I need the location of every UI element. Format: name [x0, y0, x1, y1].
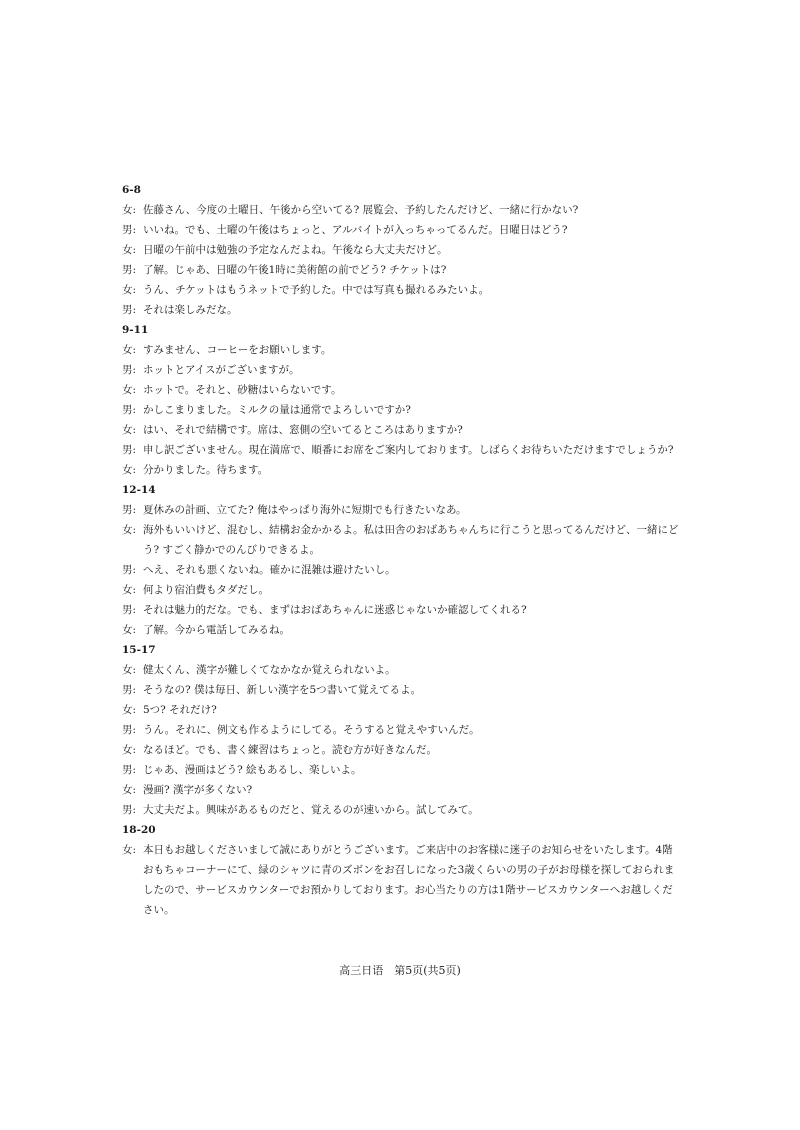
dialogue-text: うん。それに、例文も作るようにしてる。そうすると覚えやすいんだ。 [143, 724, 480, 736]
dialogue-line [122, 300, 682, 320]
dialogue-text: 海外もいいけど、混むし、結構お金かかるよ。私は田舎のおばあちゃんちに行こうと思ってるんだけど、一緒にどう? すごく静かでのんびりできるよ。 [143, 524, 679, 556]
dialogue-line [122, 660, 682, 680]
dialogue-text: 本日もお越しくださいまして誠にありがとうございます。ご来店中のお客様に迷子のお知らせをいたします。4階おもちゃコーナーにて、緑のシャツに青のズボンをお召しになった3歳くらいの男の子がお母様を探しておられましたので、サービスカウンターでお預かりしております。お心当たりの方は1階サービスカウンターへお越しください。 [143, 844, 675, 916]
dialogue-text: 5つ? それだけ? [143, 704, 217, 716]
speaker-label: 男: [122, 224, 137, 236]
dialogue-text: そうなの? 僕は毎日、新しい漢字を5つ書いて覚えてるよ。 [143, 684, 422, 696]
dialogue-line [122, 680, 682, 700]
speaker-label: 女: [122, 524, 137, 536]
dialogue-text: かしこまりました。ミルクの量は通常でよろしいですか? [143, 404, 411, 416]
dialogue-line [122, 840, 682, 920]
dialogue-line [122, 380, 682, 400]
section-label: 6-8 [122, 184, 141, 196]
dialogue-line [122, 240, 682, 260]
speaker-label: 男: [122, 764, 137, 776]
speaker-label: 女: [122, 424, 137, 436]
speaker-label: 女: [122, 704, 137, 716]
dialogue-text: すみません、コーヒーをお願いします。 [143, 344, 332, 356]
dialogue-text: 了解。じゃあ、日曜の午後1時に美術館の前でどう? チケットは? [143, 264, 447, 276]
dialogue-line [122, 780, 682, 800]
dialogue-text: 大丈夫だよ。興味があるものだと、覚えるのが速いから。試してみて。 [143, 804, 479, 816]
speaker-label: 男: [122, 684, 137, 696]
speaker-label: 男: [122, 304, 137, 316]
dialogue-line [122, 280, 682, 300]
speaker-label: 男: [122, 724, 137, 736]
dialogue-text: それは魅力的だな。でも、まずはおばあちゃんに迷惑じゃないか確認してくれる? [143, 604, 527, 616]
dialogue-line [122, 740, 682, 760]
dialogue-line [122, 760, 682, 780]
dialogue-line [122, 500, 682, 520]
dialogue-text: なるほど。でも、書く練習はちょっと。読む方が好きなんだ。 [143, 744, 437, 756]
dialogue-text: 漫画? 漢字が多くない? [143, 784, 253, 796]
speaker-label: 女: [122, 204, 137, 216]
dialogue-text: 健太くん、漢字が難しくてなかなか覚えられないよ。 [143, 664, 396, 676]
section-label: 18-20 [122, 824, 156, 836]
speaker-label: 男: [122, 364, 137, 376]
speaker-label: 女: [122, 664, 137, 676]
speaker-label: 女: [122, 784, 137, 796]
dialogue-text: 何より宿泊費もタダだし。 [143, 584, 269, 596]
dialogue-line [122, 420, 682, 440]
dialogue-text: ホットで。それと、砂糖はいらないです。 [143, 384, 342, 396]
dialogue-line [122, 700, 682, 720]
dialogue-text: うん、チケットはもうネットで予約した。中では写真も撮れるみたいよ。 [143, 284, 490, 296]
dialogue-text: へえ、それも悪くないね。確かに混雑は避けたいし。 [143, 564, 396, 576]
speaker-label: 男: [122, 404, 137, 416]
speaker-label: 女: [122, 744, 137, 756]
dialogue-line [122, 360, 682, 380]
dialogue-line [122, 260, 682, 280]
section-label: 9-11 [122, 324, 149, 336]
dialogue-line [122, 580, 682, 600]
speaker-label: 女: [122, 384, 137, 396]
dialogue-text: 分かりました。待ちます。 [143, 464, 269, 476]
dialogue-line [122, 400, 682, 420]
dialogue-text: はい、それで結構です。席は、窓側の空いてるところはありますか? [143, 424, 463, 436]
dialogue-text: ホットとアイスがございますが。 [143, 364, 300, 376]
speaker-label: 男: [122, 264, 137, 276]
dialogue-text: 申し訳ございません。現在満席で、順番にお席をご案内しております。しばらくお待ちいただけますでしょうか? [143, 444, 674, 456]
dialogue-text: 佐藤さん、今度の土曜日、午後から空いてる? 展覧会、予約したんだけど、一緒に行かない? [143, 204, 579, 216]
dialogue-line [122, 200, 682, 220]
section-label: 15-17 [122, 644, 156, 656]
dialogue-text: それは楽しみだな。 [143, 304, 238, 316]
speaker-label: 男: [122, 444, 137, 456]
speaker-label: 女: [122, 284, 137, 296]
dialogue-line [122, 520, 682, 560]
transcript-content [122, 180, 682, 920]
dialogue-line [122, 220, 682, 240]
dialogue-text: じゃあ、漫画はどう? 絵もあるし、楽しいよ。 [143, 764, 362, 776]
speaker-label: 女: [122, 844, 137, 856]
dialogue-line [122, 620, 682, 640]
speaker-label: 女: [122, 624, 137, 636]
section-label: 12-14 [122, 484, 156, 496]
dialogue-text: 日曜の午前中は勉強の予定なんだよね。午後なら大丈夫だけど。 [143, 244, 448, 256]
dialogue-text: 了解。今から電話してみるね。 [143, 624, 290, 636]
dialogue-line [122, 560, 682, 580]
dialogue-text: いいね。でも、土曜の午後はちょっと、アルバイトが入っちゃってるんだ。日曜日はどう? [143, 224, 568, 236]
speaker-label: 男: [122, 604, 137, 616]
dialogue-line [122, 800, 682, 820]
dialogue-line [122, 720, 682, 740]
speaker-label: 女: [122, 464, 137, 476]
speaker-label: 男: [122, 564, 137, 576]
dialogue-line [122, 440, 682, 460]
page-footer: 高三日语 第5页(共5页) [339, 964, 461, 977]
dialogue-line [122, 340, 682, 360]
dialogue-text: 夏休みの計画、立てた? 俺はやっぱり海外に短期でも行きたいなあ。 [143, 504, 467, 516]
speaker-label: 女: [122, 244, 137, 256]
dialogue-line [122, 600, 682, 620]
speaker-label: 男: [122, 804, 137, 816]
speaker-label: 女: [122, 344, 137, 356]
speaker-label: 女: [122, 584, 137, 596]
dialogue-line [122, 460, 682, 480]
speaker-label: 男: [122, 504, 137, 516]
